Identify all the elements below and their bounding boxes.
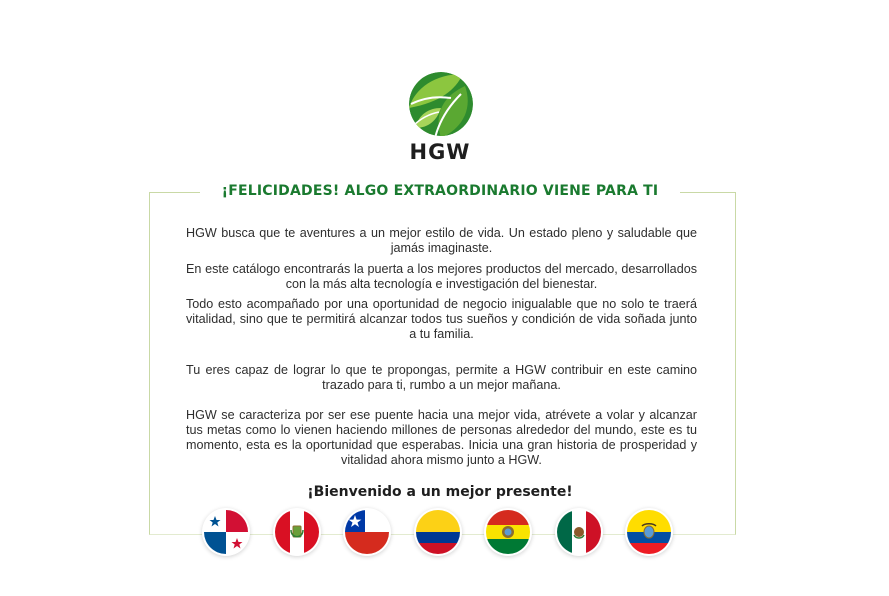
colombia-flag-icon [416,510,460,554]
intro-paragraph: HGW busca que te aventures a un mejor estilo de vida. Un estado pleno y saludable que jamás imaginaste. [186,226,697,255]
bridge-paragraph: HGW se caracteriza por ser ese puente hacia una mejor vida, atrévete a volar y alcanzar tus metas como lo vienen haciendo millones de personas alrededor del mundo, este es tu momento, esta es la oportunidad que esperabas. Inicia una gran historia de prosperidad y vitalidad ahora mismo junto a HGW. [186,408,697,467]
bolivia-flag-icon [486,510,530,554]
catalog-paragraph: En este catálogo encontrarás la puerta a los mejores productos del mercado, desarrollados con la más alta tecnología e investigación del bienestar. [186,262,697,291]
opportunity-paragraph: Todo esto acompañado por una oportunidad de negocio inigualable que no solo te traerá vitalidad, sino que te permitirá alcanzar todos tus sueños y condición de vida soñada junto a tu familia. [186,297,697,341]
headline: ¡FELICIDADES! ALGO EXTRAORDINARIO VIENE PARA TI [200,180,680,202]
welcome-message: ¡Bienvenido a un mejor presente! [307,484,573,500]
panama-flag-icon [204,510,248,554]
mexico-flag-icon [557,510,601,554]
chile-flag-icon [345,510,389,554]
ecuador-flag-icon [627,510,671,554]
peru-flag-icon [275,510,319,554]
capability-paragraph: Tu eres capaz de lograr lo que te propongas, permite a HGW contribuir en este camino trazado para ti, rumbo a un mejor mañana. [186,363,697,392]
brand-name: HGW [409,140,471,164]
